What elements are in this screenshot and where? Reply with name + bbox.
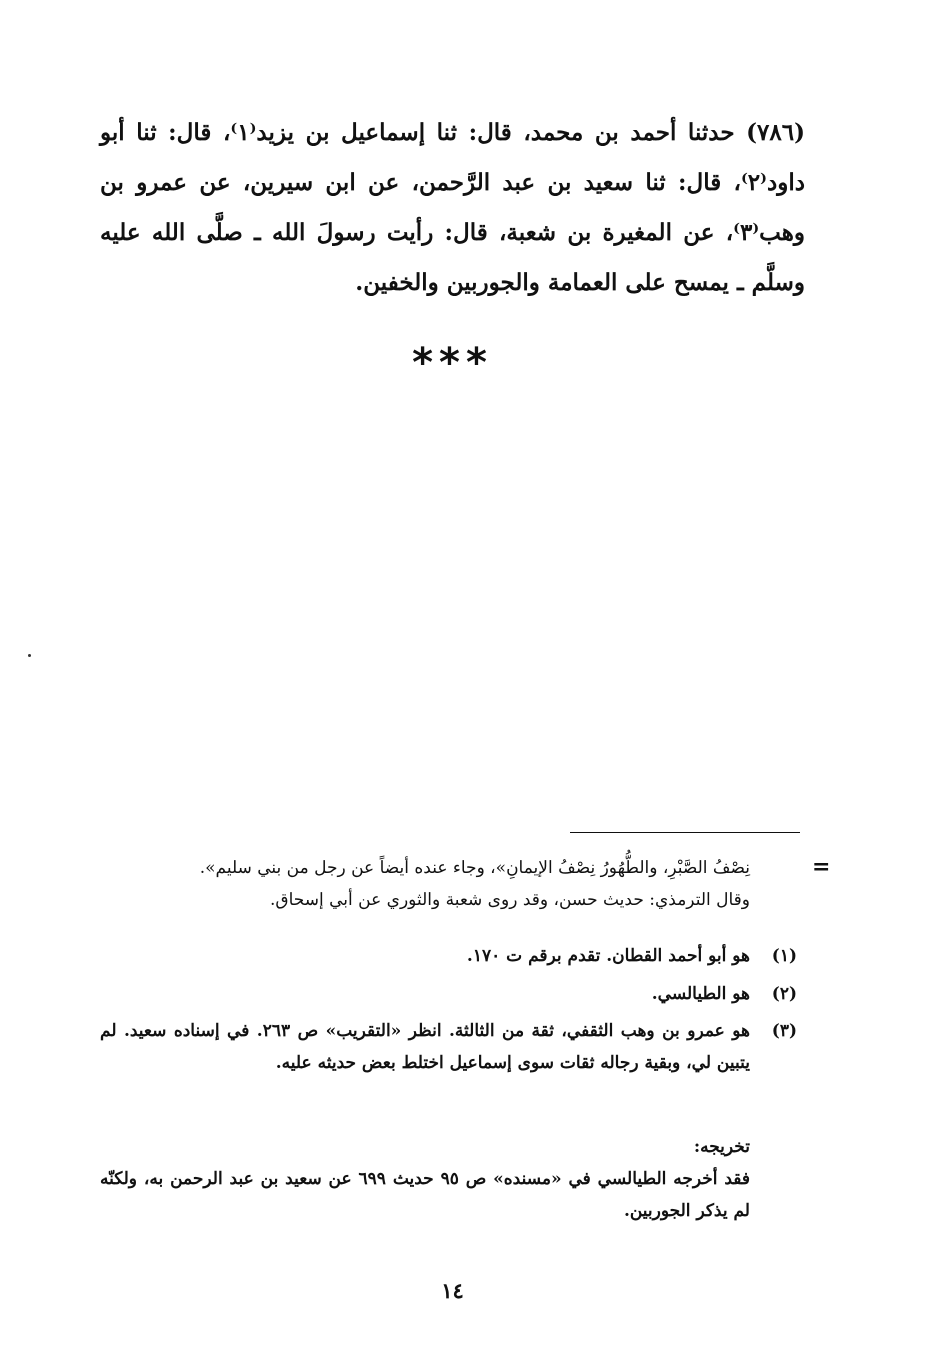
scan-speck xyxy=(28,654,31,657)
hadith-text: (٧٨٦) حدثنا أحمد بن محمد، قال: ثنا إسماعيل بن يزيد⁽١⁾، قال: ثنا أبو داود⁽٢⁾، قال: ثنا سعيد بن عبد الرَّحمن، عن ابن سيرين، عن عمرو بن وهب⁽٣⁾، عن المغيرة بن شعبة، قال: رأيت رسولَ الله ـ صلَّى الله عليه وسلَّم ـ يمسح على العمامة والجوربين والخفين. xyxy=(100,119,805,296)
footnote-continuation-line: وقال الترمذي: حديث حسن، وقد روى شعبة والثوري عن أبي إسحاق. xyxy=(270,890,750,910)
footnote-text: هو أبو أحمد القطان. تقدم برقم ت ١٧٠. xyxy=(466,946,750,966)
footnote-text: هو عمرو بن وهب الثقفي، ثقة من الثالثة. انظر «التقريب» ص ٢٦٣. في إسناده سعيد. لم يتبين لي، وبقية رجاله ثقات سوى إسماعيل اختلط بعض حديثه عليه. xyxy=(100,1021,751,1073)
page-number: ١٤ xyxy=(441,1278,464,1303)
footnote-number: (٣) xyxy=(771,1021,797,1041)
footnote-1 xyxy=(100,940,797,972)
footnote-number: (١) xyxy=(771,946,797,966)
footnote-text: هو الطيالسي. xyxy=(651,984,750,1004)
section-separator: *** xyxy=(412,340,493,386)
footnote-continuation xyxy=(100,852,750,916)
footnote-continuation-line: نِصْفُ الصَّبْرِ، والطُّهُورُ نِصْفُ الإيمانِ»، وجاء عنده أيضاً عن رجل من بني سليم». xyxy=(199,858,750,878)
footnote-2 xyxy=(100,978,797,1010)
takhrij-text: فقد أخرجه الطيالسي في «مسنده» ص ٩٥ حديث ٦٩٩ عن سعيد بن عبد الرحمن به، ولكنّه لم يذكر الجوربين. xyxy=(100,1169,750,1221)
takhrij-heading: تخريجه: xyxy=(693,1137,750,1157)
footnote-number: (٢) xyxy=(771,984,797,1004)
footnote-divider xyxy=(570,832,800,833)
footnote-3 xyxy=(100,1015,797,1079)
takhrij-section xyxy=(100,1131,750,1227)
continued-mark: = xyxy=(812,854,831,880)
